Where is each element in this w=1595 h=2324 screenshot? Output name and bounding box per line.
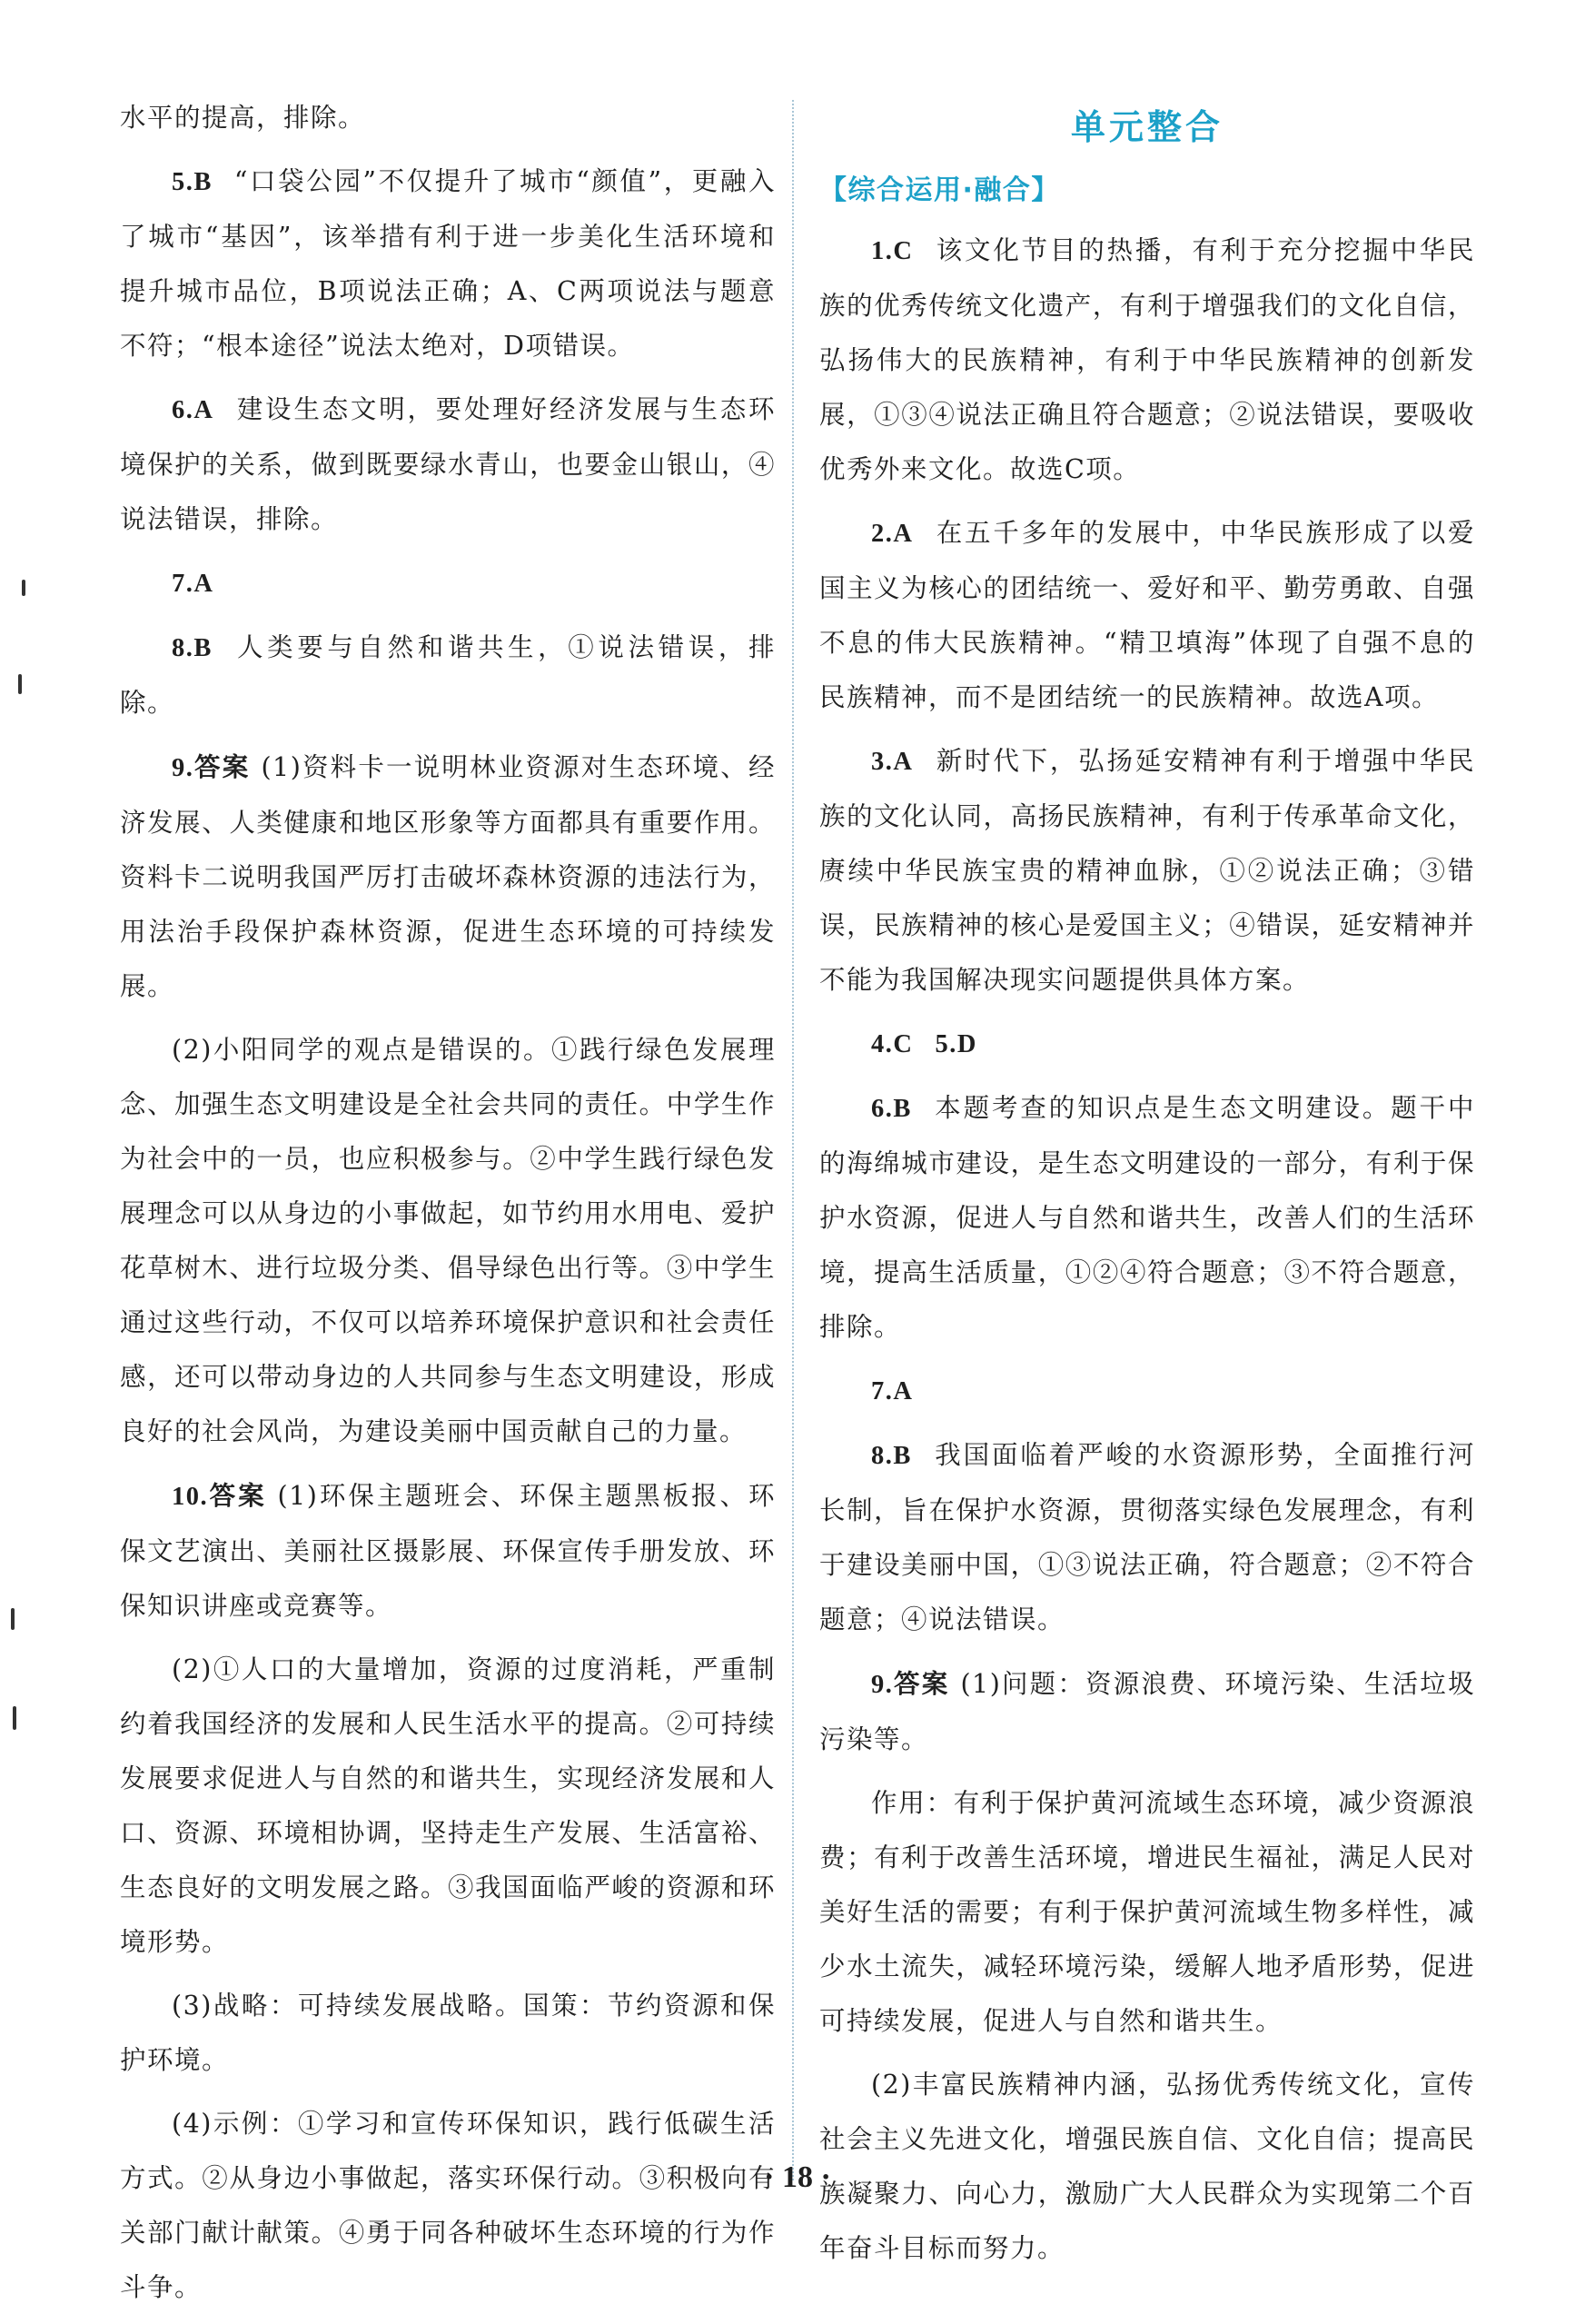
paragraph: 水平的提高，排除。 — [120, 103, 366, 133]
answer-option: A — [893, 1377, 914, 1405]
answer-item — [120, 1468, 776, 1634]
answer-item — [819, 1428, 1475, 1647]
answer-text: 我国面临着严峻的水资源形势，全面推行河长制，旨在保护水资源，贯彻落实绿色发展理念，有利于建设美丽中国，①③说法正确，符合题意；②不符合题意；④说法错误。 — [819, 1440, 1475, 1634]
answer-label: 答案 — [208, 1480, 267, 1511]
answer-option: B — [893, 1442, 912, 1470]
answer-item — [120, 621, 776, 730]
question-number: 2. — [871, 520, 894, 548]
answer-text: 新时代下，弘扬延安精神有利于增强中华民族的文化认同，高扬民族精神，有利于传承革命文化，赓续中华民族宝贵的精神血脉，①②说法正确；③错误，民族精神的核心是爱国主义；④错误，延安精神并不能为我国解决现实问题提供具体方案。 — [819, 746, 1475, 995]
question-number: 5. — [935, 1030, 957, 1058]
answer-item — [819, 734, 1475, 1008]
scan-mark — [11, 1608, 15, 1630]
paragraph: 作用：有利于保护黄河流域生态环境，减少资源浪费；有利于改善生活环境，增进民生福祉，满足人民对美好生活的需要；有利于保护黄河流域生物多样性，减少水土流失，减轻环境污染，缓解人地矛盾形势，促进可持续发展，促进人与自然和谐共生。 — [819, 1788, 1475, 2036]
question-number: 6. — [172, 396, 194, 424]
question-number: 4. — [871, 1030, 894, 1058]
answer-text: 人类要与自然和谐共生，①说法错误，排除。 — [120, 632, 776, 718]
answer-option: B — [193, 634, 213, 662]
answer-option: B — [193, 168, 213, 196]
scan-mark — [22, 580, 25, 596]
answer-option: A — [193, 396, 214, 424]
answer-item — [120, 740, 776, 1014]
answer-item — [819, 1017, 1475, 1072]
answer-item — [120, 382, 776, 547]
question-number: 9. — [172, 754, 194, 782]
answer-item — [819, 1364, 1475, 1419]
paragraph: (2)①人口的大量增加，资源的过度消耗，严重制约着我国经济的发展和人民生活水平的提高。②可持续发展要求促进人与自然的和谐共生，实现经济发展和人口、资源、环境相协调，坚持走生产发展、生活富裕、生态良好的文明发展之路。③我国面临严峻的资源和环境形势。 — [120, 1654, 776, 1957]
answer-item — [819, 506, 1475, 725]
answer-label: 答案 — [193, 751, 251, 782]
unit-title: 单元整合 — [1070, 106, 1223, 147]
question-number: 8. — [172, 634, 194, 662]
answer-text: (1)资料卡一说明林业资源对生态环境、经济发展、人类健康和地区形象等方面都具有重要作用。资料卡二说明我国严厉打击破坏森林资源的违法行为，用法治手段保护森林资源，促进生态环境的可持续发展。 — [120, 752, 776, 1001]
answer-text: 在五千多年的发展中，中华民族形成了以爱国主义为核心的团结统一、爱好和平、勤劳勇敢、自强不息的伟大民族精神。“精卫填海”体现了自强不息的民族精神，而不是团结统一的民族精神。故选A项。 — [819, 518, 1475, 712]
scan-mark — [13, 1706, 16, 1730]
scan-mark — [18, 674, 22, 694]
question-number: 1. — [871, 237, 894, 265]
paragraph: (2)丰富民族精神内涵，弘扬优秀传统文化，宣传社会主义先进文化，增强民族自信、文化自信；提高民族凝聚力、向心力，激励广大人民群众为实现第二个百年奋斗目标而努力。 — [819, 2070, 1475, 2263]
paragraph: (4)示例：①学习和宣传环保知识，践行低碳生活方式。②从身边小事做起，落实环保行动。③积极向有关部门献计献策。④勇于同各种破坏生态环境的行为作斗争。 — [120, 2109, 776, 2302]
answer-option: A — [893, 748, 914, 776]
answer-option: C — [893, 1030, 914, 1058]
answer-text: “口袋公园”不仅提升了城市“颜值”，更融入了城市“基因”，该举措有利于进一步美化生活环境和提升城市品位，B项说法正确；A、C两项说法与题意不符；“根本途径”说法太绝对，D项错误。 — [120, 166, 776, 361]
answer-option: C — [893, 237, 914, 265]
column-divider — [792, 100, 794, 2180]
left-column — [120, 91, 776, 2324]
section-title: 【综合运用·融合】 — [819, 174, 1060, 206]
answer-option: A — [193, 570, 214, 598]
question-number: 6. — [871, 1095, 894, 1123]
answer-item — [819, 223, 1475, 497]
answer-item — [819, 1656, 1475, 1767]
answer-item — [120, 154, 776, 373]
answer-option: B — [893, 1095, 912, 1123]
question-number: 3. — [871, 748, 894, 776]
question-number: 10. — [172, 1483, 209, 1511]
answer-text: 该文化节目的热播，有利于充分挖掘中华民族的优秀传统文化遗产，有利于增强我们的文化自信，弘扬伟大的民族精神，有利于中华民族精神的创新发展，①③④说法正确且符合题意；②说法错误，要吸收优秀外来文化。故选C项。 — [819, 235, 1475, 484]
question-number: 5. — [172, 168, 194, 196]
answer-text: 本题考查的知识点是生态文明建设。题干中的海绵城市建设，是生态文明建设的一部分，有利于保护水资源，促进人与自然和谐共生，改善人们的生活环境，提高生活质量，①②④符合题意；③不符合题意，排除。 — [819, 1093, 1475, 1342]
answer-item — [120, 556, 776, 611]
answer-label: 答案 — [893, 1668, 950, 1699]
question-number: 7. — [172, 570, 194, 598]
paragraph: (2)小阳同学的观点是错误的。①践行绿色发展理念、加强生态文明建设是全社会共同的责任。中学生作为社会中的一员，也应积极参与。②中学生践行绿色发展理念可以从身边的小事做起，如节约用水用电、爱护花草树木、进行垃圾分类、倡导绿色出行等。③中学生通过这些行动，不仅可以培养环境保护意识和社会责任感，还可以带动身边的人共同参与生态文明建设，形成良好的社会风尚，为建设美丽中国贡献自己的力量。 — [120, 1035, 776, 1446]
answer-text: 建设生态文明，要处理好经济发展与生态环境保护的关系，做到既要绿水青山，也要金山银山，④说法错误，排除。 — [120, 394, 776, 534]
question-number: 9. — [871, 1671, 894, 1699]
answer-text: (1)环保主题班会、环保主题黑板报、环保文艺演出、美丽社区摄影展、环保宣传手册发放、环保知识讲座或竞赛等。 — [120, 1481, 776, 1621]
answer-text: (1)问题：资源浪费、环境污染、生活垃圾污染等。 — [819, 1669, 1475, 1754]
question-number: 7. — [871, 1377, 894, 1405]
answer-option: A — [893, 520, 914, 548]
answer-item — [819, 1081, 1475, 1355]
question-number: 8. — [871, 1442, 894, 1470]
right-column — [819, 91, 1475, 2285]
answer-option: D — [956, 1030, 977, 1058]
page-number: · 18 · — [764, 2160, 831, 2194]
paragraph: (3)战略：可持续发展战略。国策：节约资源和保护环境。 — [120, 1991, 776, 2075]
